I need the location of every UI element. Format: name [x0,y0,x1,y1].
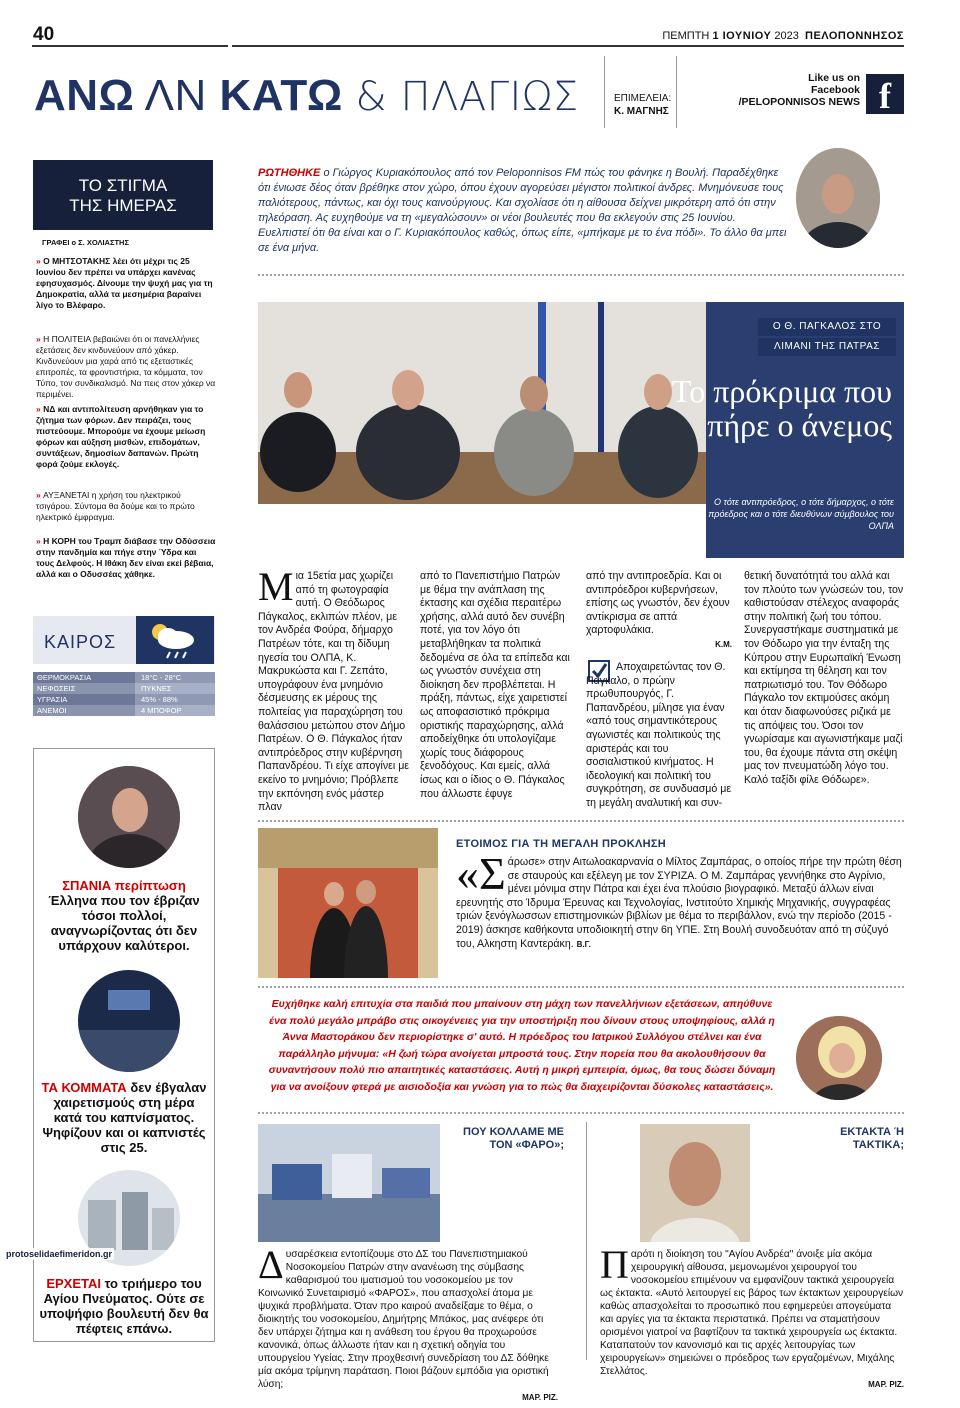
weather-key: ΝΕΦΩΣΕΙΣ [33,683,135,694]
left-item [38,1080,210,1155]
weather-key: ΥΓΡΑΣΙΑ [33,694,135,705]
left-item-text: δεν έβγαλαν χαιρετισμούς στη μέρα κατά του καπνίσματος. Ψηφίζουν και οι καπνιστές στις 25. [42,1080,207,1155]
stigma-item [36,490,216,523]
fb-line: Like us on [808,72,860,84]
stigma-item [36,334,216,400]
signature: Β.Γ. [576,939,591,949]
dropcap: Μ [258,564,294,609]
weather-key: ΑΝΕΜΟΙ [33,705,135,716]
main-col-text: Αποχαιρετώντας τον Θ. Πάγκαλο, ο πρώην πρωθυπουργός, Γ. Παπανδρέου, μίλησε για έναν «από τους σημαντικότερους αγωνιστές και πολιτικούς της αριστεράς και του σοσιαλιστικού κινήματος. Η ιδεολογική και πολιτική του συγκρότηση, σε συνδυασμό με τη μεγάλη αναλυτική και συν- [586,661,732,809]
weather-table [33,672,215,716]
title-word-ln: ΛΝ [144,71,207,120]
section-divider [258,274,904,276]
kyriakopoulos-portrait [796,148,880,248]
stigma-item [36,404,216,470]
section-divider [258,1112,904,1114]
main-col-text: ια 15ετία μας χωρίζει από τη φωτογραφία αυτή. Ο Θεόδωρος Πάγκαλος, εκλιπών πλέον, με τον Ανδρέα Φούρα, δήμαρχο Πατρέων τότε, και τη δίδυμη ηγεσία του ΟΛΠΑ, Κ. Μακρυκώστα και Γ. Ζεπάτο, υπογράφουν ένα μνημόνιο δέσμευσης εκ μέρους της πολιτείας για παραχώρηση του θαλάσσιου μετώπου στον Δήμο Πατρέων. Ο Θ. Πάγκαλος ήταν αντιπρόεδρος στην κυβέρνηση Παπανδρέου. Τι είχε απογίνει με εκείνο το μνημόνιο; Πρόβλεπε την εκπόνηση ενός μάστερ πλαν [258,570,410,814]
bullet-icon: » [36,334,44,344]
stigma-item-text: Η ΚΟΡΗ του Τραμπ διάβασε την Οδύσσεια στην πανδημία και πήγε στην Ύδρα και τους Δελφούς. Η Ιθάκη δεν είναι εκεί βέβαια, αλλά και ο Οδυσσέας χάθηκε. [36,536,216,579]
quote-mark: «Σ [456,848,506,899]
day-name: ΠΕΜΠΤΗ [662,30,710,42]
page-number: 40 [33,24,55,45]
ektakta-text: αρότι η διοίκηση του "Αγίου Ανδρέα" άνοιξε μία ακόμα χειρουργική αίθουσα, μεμονωμένοι χειρουργοί του νοσοκομείου επιμένουν να εμφανίζουν τακτικά χειρουργεία ως έκτακτα. «Αυτό λειτουργεί εις βάρος των έκτακτων χειρουργείων καθώς απασχολείται το προσωπικό που εφημερεύει απογεύματα και αργίες για τα έκτακτα περιστατικά. Πρέπει να σταματήσουν ορισμένοι γιατροί να βαφτίζουν τα τακτικά χειρουργεία ως έκτακτα. Καταπατούν τον κανονισμό και τις αρχές λειτουργίας των χειρουργείων» σημειώνει ο πρόεδρος των εργαζομένων, Μιχάλης Στελλάτος. [600,1249,904,1377]
weather-row [33,694,215,705]
date-bold: 1 ΙΟΥΝΙΟΥ [712,30,772,42]
stigma-item [36,536,216,580]
title-word-ano: ΑΝΩ [34,71,135,120]
weather-value: 18°C - 28°C [135,672,215,683]
mastorakou-portrait [796,1016,882,1100]
faros-body [258,1242,558,1404]
faros-headline: ΠΟΥ ΚΟΛΛΑΜΕ ΜΕ ΤΟΝ «ΦΑΡΟ»; [463,1126,564,1151]
bullet-icon: » [36,404,44,414]
section-divider [258,986,904,988]
bullet-icon: » [36,536,44,546]
zamparas-photo [258,828,438,978]
quote-text [258,166,788,256]
dropcap: Δ [258,1242,284,1287]
main-tag: ΛΙΜΑΝΙ ΤΗΣ ΠΑΤΡΑΣ [758,338,896,356]
weather-row [33,672,215,683]
ektakta-body [600,1242,904,1391]
editor-name: Κ. ΜΑΓΝΗΣ [614,106,669,117]
stigma-title-line: ΤΟ ΣΤΙΓΜΑ [78,176,168,195]
weather-value: ΠΥΚΝΕΣ [135,683,215,694]
watermark[interactable]: protoselidaefimeridon.gr [6,1249,113,1259]
editor-label: ΕΠΙΜΕΛΕΙΑ: [614,93,672,104]
header-divider [676,56,677,128]
weather-key: ΘΕΡΜΟΚΡΑΣΙΑ [33,672,135,683]
quote-body: ο Γιώργος Κυριακόπουλος από τον Peloponnisos FM πώς του φάνηκε η Βουλή. Παραδέχθηκε ότι ένιωσε δέος όταν βρέθηκε στον χώρο, όπου έχουν αγορεύσει μέγιστοι πολιτικοί άνδρες. Μνημόνευσε τους παλιότερους, πάντως, και όχι τους καινούργιους. Και σχολίασε ότι η αίθουσα δείχνει μικρότερη από ότι στην τηλεόραση. Ας ευχηθούμε να τη «μεγαλώσουν» οι νέοι βουλευτές που θα εκλεγούν στις 25 Ιουνίου. Ευελπιστεί ότι θα είναι και ο Γ. Κυριακόπουλος καθώς, όπως είπε, «μπήκαμε με το ένα πόδι». Το άλλο θα μπει σε ένα μήνα. [258,167,787,254]
column-divider [586,1122,587,1360]
header-divider [604,56,605,128]
signature: ΜΑΡ. ΡΙΖ. [522,1393,558,1402]
editor-credit [614,92,671,118]
main-col-4 [744,570,904,788]
stellatos-portrait [640,1124,750,1242]
stigma-item-text: ΝΔ και αντιπολίτευση αρνήθηκαν για το ζήτημα των φόρων. Δεν πειράζει, τους πιστεύουμε. Μπορούμε να έχουμε μείωση φόρων και αύξηση μισθών, επιδομάτων, συντάξεων, δημοσίων δαπανών. Πρώτη φορά ζούμε εκλογές. [36,404,206,469]
signing-photo [258,302,706,504]
main-col-text: από το Πανεπιστήμιο Πατρών με θέμα την ανάπλαση της έκτασης και σχέδια περαιτέρω χρήσης, αλλά αυτό δεν συνέβη ποτέ, για τον λόγο ότι μεταβλήθηκαν τα πολιτικά δεδομένα σε όλα τα επίπεδα και ως γνωστόν συνέχεια στη διοίκηση δεν προβλέπεται. Η πράξη, πάντως, είχε χαιρετιστεί ως αποφασιστικό πρόκριμα οριστικής παραχώρησης, αλλά αποδείχθηκε ότι υπολογίζαμε χωρίς τους διάφορους ξενοδόχους. Και εμείς, αλλά ίσως και ο ίδιος ο Θ. Πάγκαλος που άλλωστε έφυγε [420,570,570,800]
left-item-text: Έλληνα που τον έβριζαν τόσοι πολλοί, αναγνωρίζοντας ότι δεν υπάρχουν καλύτεροι. [48,893,200,953]
title-word-kato: ΚΑΤΩ [219,71,343,120]
main-subtitle: Ο τότε αντιπρόεδρος, ο τότε δήμαρχος, ο τότε πρόεδρος και ο τότε διευθύνων σύμβουλος του ΟΛΠΑ [708,497,894,531]
left-item-lead: ΤΑ ΚΟΜΜΑΤΑ [41,1080,127,1095]
weather-row [33,683,215,694]
laundry-photo [258,1124,440,1242]
stigma-item-text: Η ΠΟΛΙΤΕΙΑ βεβαιώνει ότι οι πανελλήνιες εξετάσεις δεν κινδυνεύουν από χάκερ. Κινδυνεύουν μια χαρά από τις εξεταστικές επιτροπές, τα φροντιστήρια, τα κόμματα, τον Τύπο, τον συνδικαλισμό. Να πεις στον χάκερ να περιμένει. [36,334,216,399]
fb-line: Facebook [810,84,860,96]
quote-lead: ΡΩΤΗΘΗΚΕ [258,167,321,179]
main-col-text: θετική δυνατότητά του αλλά και τον πλούτο των γνώσεών του, τον καθιστούσαν στέλεχος αναφοράς στην πολιτική ζωή του τόπου. Συνεργαστήκαμε συστηματικά με τον Θόδωρο για την ένταξη της Κύπρου στην Ευρωπαϊκή Ένωση και εκτίμησα τη θέληση και τον πατριωτισμό του. Τον Θόδωρο Πάγκαλο τον εκτιμούσες ακόμη και όταν διαφωνούσες ριζικά με τις απόψεις του. Όσοι τον γνωρίσαμε και αγωνιστήκαμε μαζί του, θα έχουμε πάντα στη σκέψη μας τον πνευματώδη λόγο του. Καλό ταξίδι φίλε Θόδωρε». [744,570,904,786]
main-col-3b [586,661,732,811]
stigma-title-box [33,160,213,230]
stigma-byline: ΓΡΑΦΕΙ ο Σ. ΧΟΛΙΑΣΤΗΣ [42,238,129,247]
section-divider [258,820,904,822]
title-word-plagios: & ΠΛΑΓΙΩΣ [355,74,579,120]
main-col-2 [420,570,572,801]
etoimos-headline: ΕΤΟΙΜΟΣ ΓΙΑ ΤΗ ΜΕΓΑΛΗ ΠΡΟΚΛΗΣΗ [456,838,667,850]
weather-value: 45% - 88% [135,694,215,705]
bullet-icon: » [36,490,44,500]
left-item-lead: ΕΡΧΕΤΑΙ [46,1276,101,1291]
weather-row [33,705,215,716]
signature: Κ.Μ. [715,639,732,649]
left-item-lead: ΣΠΑΝΙΑ περίπτωση [62,878,186,893]
stigma-item [36,256,216,311]
signature: ΜΑΡ. ΡΙΖ. [868,1380,904,1389]
dateline [600,30,904,42]
header-rule-right [232,45,904,47]
etoimos-body [456,848,904,951]
year: 2023 [774,30,799,42]
faros-text: υσαρέσκεια εντοπίζουμε στο ΔΣ του Πανεπιστημιακού Νοσοκομείου Πατρών στην ανανέωση της σύμβασης καθαρισμού του ιματισμού του νοσοκομείου με τον Κοινωνικό Συνεταιρισμό «ΦΑΡΟΣ», που απασχολεί άτομα με ψυχικά προβλήματα. Όταν προ καιρού αναδείξαμε το θέμα, ο διοικητής του νοσοκομείου, Δημήτρης Μπάκος, μας ανέφερε ότι δεν υπάρχει ζήτημα και η ανάθεση του έργου θα προχωρούσε κανονικά, όπως άλλωστε ήταν και η σχετική οδηγία του υπουργείου Υγείας. Στην προχθεσινή συνεδρίαση του ΔΣ δόθηκε μία ακόμα τρίμηνη παράταση. Ποιοι βάζουν εμπόδια για οριστική λύση; [258,1249,549,1390]
bullet-icon: » [36,256,44,266]
stigma-title-line: ΤΗΣ ΗΜΕΡΑΣ [69,196,177,215]
main-headline: Το πρόκριμα που πήρε ο άνεμος [671,373,892,443]
cloud-rain-icon [136,616,214,664]
stigma-item-text: Ο ΜΗΤΣΟΤΑΚΗΣ λέει ότι μέχρι τις 25 Ιουνίου δεν πρέπει να υπάρχει κανένας εφησυχασμός. Δίνουμε την ψυχή μας για τη Δημοκρατία, αλλά τα μεσημέρια βαραίνει λίγο το Βλέφαρο. [36,256,213,310]
facebook-icon[interactable]: f [866,74,904,114]
main-col-3 [586,570,732,652]
left-item-text: το τριήμερο του Αγίου Πνεύματος. Ούτε σε υποψήφιο βουλευτή δεν θα πέφτεις επάνω. [39,1276,209,1336]
facebook-promo[interactable] [690,72,860,108]
main-col-text: από την αντιπροεδρία. Και οι αντιπρόεδροι κυβερνήσεων, επίσης ως γνωστόν, δεν έχουν αντίκρισμα σε απτά χαρτοφυλάκια. [586,570,730,637]
paper-name: ΠΕΛΟΠΟΝΝΗΣΟΣ [805,30,904,42]
weather-label: ΚΑΙΡΟΣ [44,632,117,652]
left-item [38,878,210,953]
stigma-item-text: ΑΥΞΑΝΕΤΑΙ η χρήση του ηλεκτρικού τσιγάρου. Σύντομα θα δούμε και το πρώτο ηλεκτρικό έμφραγμα. [36,490,195,522]
dropcap: Π [600,1242,629,1287]
weather-value: 4 ΜΠΟΦΟΡ [135,705,215,716]
fb-line: /PELOPONNISOS NEWS [738,96,860,108]
etoimos-text: άρωσε» στην Αιτωλοακαρνανία ο Μίλτος Ζαμπάρας, ο οποίος πήρε την πρώτη θέση σε σταυρούς και εξέλεγη με τον ΣΥΡΙΖΑ. Ο Μ. Ζαμπάρας γεννήθηκε στο Αγρίνιο, μένει μόνιμα στην Πάτρα και έχει ένα πλούσιο βιογραφικό. Μεταξύ άλλων είναι ερευνητής στο Ίδρυμα Έρευνας και Τεχνολογίας, Ινστιτούτο Χημικής Μηχανικής, συγγραφέας τριών ξενόγλωσσων επιστημονικών βιβλίων με θέμα το περιβάλλον, ενώ την περίοδο (2015 - 2019) άσκησε καθήκοντα υποδιοικητή στην 6η ΥΠΕ. Στη Βουλή συνοδευόταν από τη σύζυγό του, Αλκηστη Καντεράκη. [456,856,902,950]
wish-text: Ευχήθηκε καλή επιτυχία στα παιδιά που μπαίνουν στη μάχη των πανελλήνιων εξετάσεων, απηύθυνε ένα πολύ μεγάλο μπράβο στις οικογένειες για την υποστήριξη που δίνουν στους υποψηφίους, αλλά η Άννα Μαστοράκου δεν περιορίστηκε σ' αυτό. Η πρόεδρος του Ιατρικού Συλλόγου στέλνει και ένα παράλληλο μήνυμα: «Η ζωή τώρα ανοίγεται μπροστά τους. Στην πορεία που θα ακολουθήσουν θα συναντήσουν πολύ πιο απαιτητικές καταστάσεις. Αυτή η μικρή εμπειρία, όμως, θα τους δώσει δύναμη για να ανοίξουν φτερά με αισιοδοξία και γνώση για το πώς θα διαχειρίζονται δύσκολες καταστάσεις». [268,998,776,1093]
header-rule-left [32,45,228,47]
pangalos-portrait [78,766,180,868]
convention-photo [78,970,180,1072]
left-item [38,1276,210,1336]
main-col-1 [258,564,410,815]
section-title [34,70,579,123]
main-tag: Ο Θ. ΠΑΓΚΑΛΟΣ ΣΤΟ [758,318,896,336]
ektakta-headline: ΕΚΤΑΚΤΑ Ή ΤΑΚΤΙΚΑ; [840,1126,904,1151]
